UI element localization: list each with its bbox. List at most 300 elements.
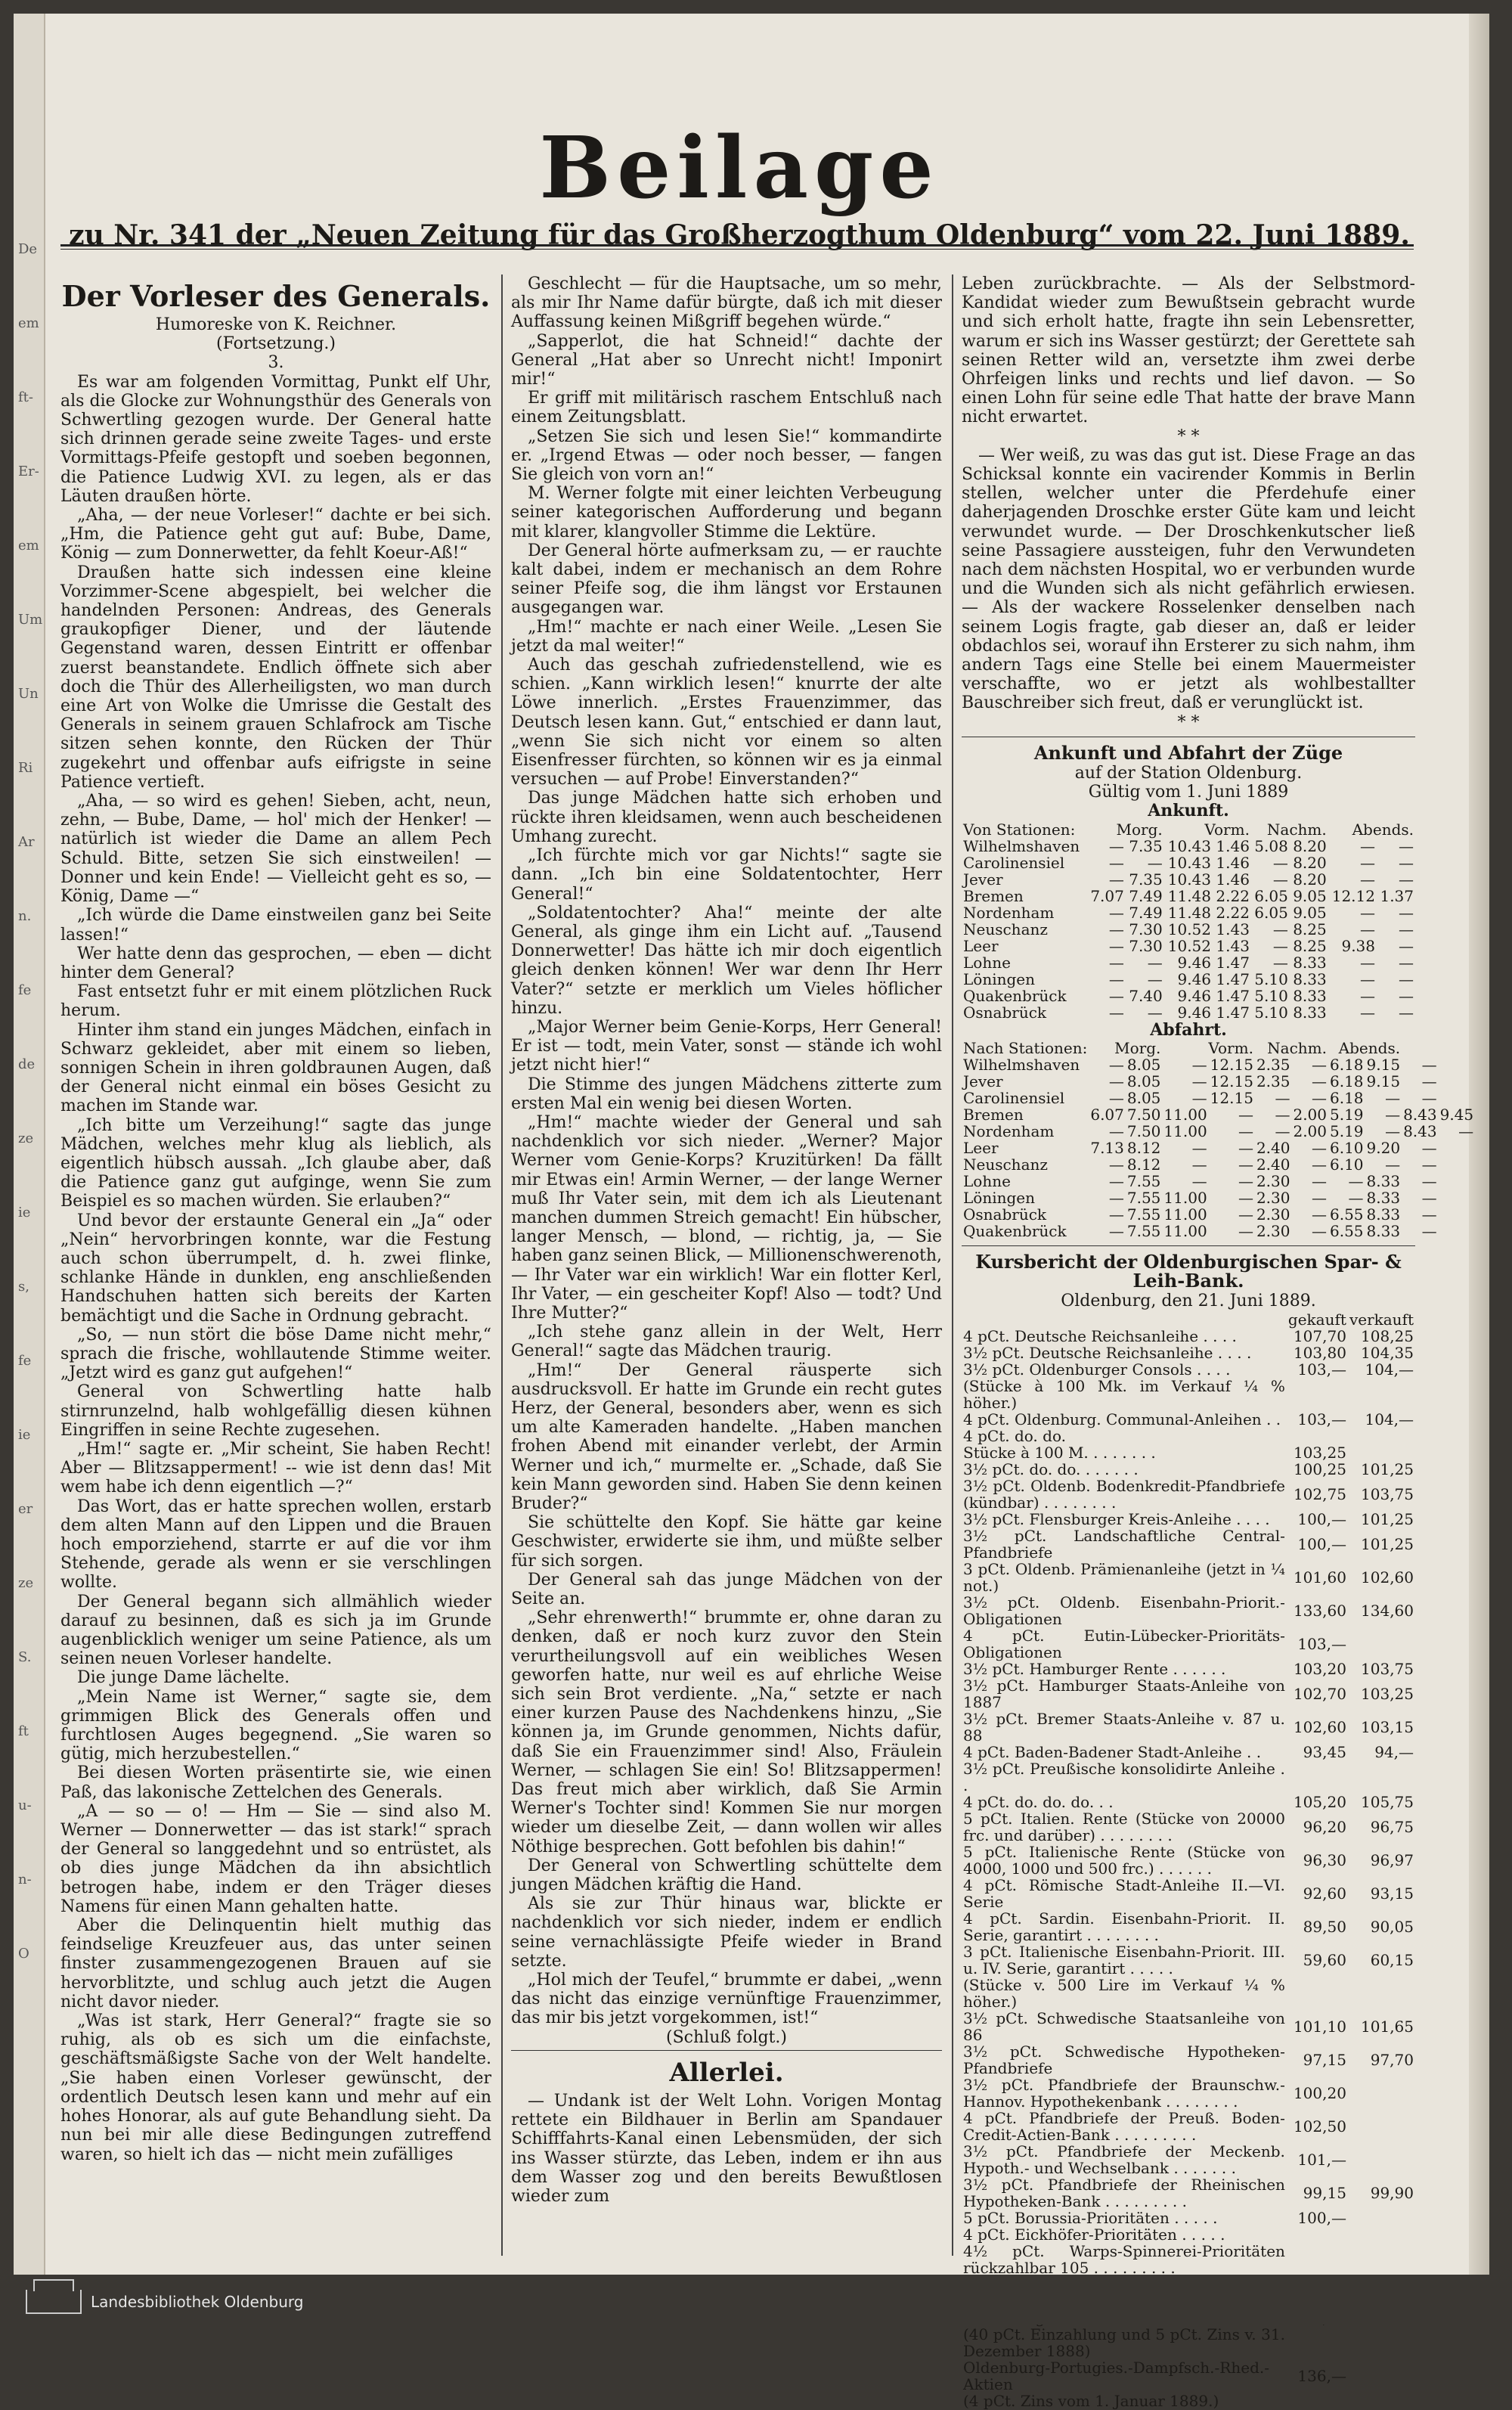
edge-fragment: S. xyxy=(18,1649,32,1665)
table-row xyxy=(962,1594,1415,1627)
table-cell xyxy=(1348,1428,1415,1444)
table-cell: — xyxy=(1312,1221,1327,1240)
table-row xyxy=(962,2226,1415,2243)
table-cell: 3 pCt. Italienische Eisenbahn-Priorit. III. u. IV. Serie, garantirt . . . . . xyxy=(963,1942,1285,1977)
table-row xyxy=(962,1056,1475,1073)
table-cell: 6.18 xyxy=(1330,1055,1364,1074)
table-cell: 7.55 xyxy=(1126,1171,1161,1190)
table-header: Vorm. xyxy=(1208,1038,1253,1057)
table-cell: 9.46 xyxy=(1177,969,1212,988)
table-cell: — xyxy=(1108,936,1124,955)
table-row xyxy=(962,2393,1415,2409)
table-cell: 97,70 xyxy=(1370,2050,1414,2069)
story-paragraph: Auch das geschah zufriedenstellend, wie es schien. „Kann wirklich lesen!“ knurrte der alte Löwe innerlich. „Erstes Frauenzimmer, das Deutsch lesen kann. Gut,“ entschied er dann laut, „wenn Sie sich nicht vor einem so alten Eisenfresser fürchten, so können wir es ja einmal versuchen — auf Probe! Einverstanden?“ xyxy=(511,656,942,789)
table-row xyxy=(962,2176,1415,2210)
story-paragraph: Das junge Mädchen hatte sich erhoben und rückte ihren kleidsamen, wenn auch bescheidenen Umhang zurecht. xyxy=(511,789,942,846)
table-cell: 100,— xyxy=(1297,1509,1346,1528)
allerlei-item-2: — Wer weiß, zu was das gut ist. Diese Frage an das Schicksal konnte ein vacirender Kommis in Berlin stellen, welcher unter die Pferdehufe einer daherjagenden Droschke erster Güte kam und leicht verwundet wurde. — Der Droschkenkutscher ließ seine Passagiere aussteigen, fuhr den Verwundeten nach dem nächsten Hospital, wo er verbunden wurde und die Wunden sich als nicht gefährlich erwiesen. — Als der wackere Rosselenker denselben nach seinem Logis fragte, gab dieser an, daß er leider obdachlos sei, worauf ihn Ersterer zu sich nahm, ihm andern Tags eine Stelle bei einem Mauermeister verschaffte, wo er jetzt als wohlbestallter Bauschreiber sich freut, daß er verunglückt ist. xyxy=(962,445,1415,713)
table-row xyxy=(962,971,1415,988)
table-cell: — xyxy=(1421,1055,1437,1074)
table-cell: — xyxy=(1360,969,1375,988)
table-row xyxy=(962,1528,1415,1561)
edge-fragment: Um xyxy=(18,612,43,628)
table-cell: 8.33 xyxy=(1293,969,1327,988)
table-cell: (40 pCt. Einzahlung und 5 pCt. Zins v. 31. Dezember 1888) xyxy=(963,2325,1285,2360)
table-row xyxy=(962,1677,1415,1711)
table-row xyxy=(962,871,1415,888)
table-cell: Quakenbrück xyxy=(963,986,1067,1005)
table-cell: Löningen xyxy=(963,1188,1035,1207)
table-cell: 1.43 xyxy=(1216,920,1250,938)
table-cell: Leer xyxy=(963,936,999,955)
story-column-2 xyxy=(511,274,942,2206)
table-cell: 101,65 xyxy=(1361,2017,1414,2036)
table-cell: 6.10 xyxy=(1330,1155,1364,1174)
table-cell: 4 pCt. do. do. do. . . xyxy=(963,1792,1114,1811)
story-paragraph: Draußen hatte sich indessen eine kleine Vorzimmer-Scene abgespielt, bei welcher die handelnden Personen: Andreas, des Generals graukopfiger Diener, und der läutende Gegenstand waren, dessen Eintritt er offenbar zuerst beanstandete. Endlich öffnete sich aber doch die Thür des Allerheiligsten, wo man durch eine Art von Wolke die Umrisse die Gestalt des Generals in seinem grauen Schlafrock am Tische sitzen sehen konnte, den Rücken der Thür zugekehrt und offenbar aufs eifrigste in seine Patience vertieft. xyxy=(60,563,491,792)
story-paragraph: Das Wort, das er hatte sprechen wollen, erstarb dem alten Mann auf den Lippen und die Brauen hoch emporziehend, starrte er auf die vor ihm Stehende, gerade als wenn er sie verschlingen wollte. xyxy=(60,1497,491,1593)
table-row xyxy=(962,1910,1415,1943)
table-cell: 5.10 xyxy=(1254,1003,1288,1022)
table-row xyxy=(962,1156,1475,1173)
table-cell: 3½ pCt. Pfandbriefe der Braunschw.-Hannov. Hypothekenbank . . . . . . . . xyxy=(963,2075,1285,2111)
table-cell: 3½ pCt. Schwedische Hypotheken-Pfandbriefe xyxy=(963,2042,1285,2077)
table-row xyxy=(962,1361,1415,1378)
story-paragraph: „Hm!“ machte wieder der General und sah nachdenklich vor sich nieder. „Werner? Major Werner vom Genie-Korps? Kruzitürken! Da fällt mir Etwas ein! Armin Werner, — der lange Werner muß Ihr Vater sein, mit dem ich als Lieutenant manchen dummen Streich gemacht! Ein hübscher, langer Mensch, — blond, — richtig, ja, — Sie haben ganz seinen Blick, — Millionenschwerenoth, — Ihr Vater war ein wirklich! War ein flotter Kerl, Ihr Vater, — ein gescheiter Kopf! Also — todt? Und Ihre Mutter?“ xyxy=(511,1112,942,1323)
story-paragraph: Der General begann sich allmählich wieder darauf zu besinnen, daß es sich ja im Grunde augenblicklich weniger um seine Patience, als um seinen neuen Vorleser handelte. xyxy=(60,1592,491,1669)
table-cell: 3½ pCt. Pfandbriefe der Rheinischen Hypotheken-Bank . . . . . . . . . xyxy=(963,2175,1285,2210)
table-cell: — xyxy=(1399,903,1414,922)
table-cell: — xyxy=(1399,853,1414,872)
allerlei-item-1-cont: Leben zurückbrachte. — Als der Selbstmord-Kandidat wieder zum Bewußtsein gebracht wurde und sich erholt hatte, fragte ihn sein Lebensretter, warum er sich ins Wasser gestürzt; der Gerettete sah seinen Retter wild an, versetzte ihm zwei derbe Ohrfeigen links und rechts und lief davon. — So einen Lohn für seine edle That hatte der brave Mann nicht erwartet. xyxy=(962,274,1415,427)
table-cell: 8.20 xyxy=(1293,870,1327,889)
table-cell: 5 pCt. Italien. Rente (Stücke von 20000 frc. und darüber) . . . . . . . . xyxy=(963,1809,1285,1844)
table-cell: — xyxy=(1385,1088,1401,1107)
table-cell: 7.49 xyxy=(1129,903,1163,922)
table-cell: 6.55 xyxy=(1330,1221,1364,1240)
table-cell: 3½ pCt. Schwedische Staatsanleihe von 86 xyxy=(963,2008,1285,2044)
table-cell: 102,50 xyxy=(1293,2117,1346,2136)
table-row xyxy=(962,2326,1415,2359)
table-cell xyxy=(1348,2243,1415,2276)
story-paragraph: „Hm!“ machte er nach einer Weile. „Lesen Sie jetzt da mal weiter!“ xyxy=(511,617,942,656)
table-cell: 7.30 xyxy=(1129,920,1163,938)
table-cell: 94,— xyxy=(1374,1742,1414,1761)
story-paragraph: Der General von Schwertling schüttelte dem jungen Mädchen kräftig die Hand. xyxy=(511,1856,942,1895)
table-header: Morg. xyxy=(1114,1038,1161,1057)
table-cell: 107,70 xyxy=(1293,1326,1346,1345)
library-footer xyxy=(0,2278,1512,2325)
table-cell: — xyxy=(1312,1171,1327,1190)
table-row xyxy=(962,855,1415,871)
edge-fragment: O xyxy=(18,1946,29,1962)
table-cell: Wilhelmshaven xyxy=(963,836,1080,855)
table-cell: 6.18 xyxy=(1330,1088,1364,1107)
table-cell: Lohne xyxy=(963,953,1011,972)
table-cell: — xyxy=(1108,853,1124,872)
story-paragraph: „Major Werner beim Genie-Korps, Herr General! Er ist — todt, mein Vater, sonst — stände ich wohl jetzt nicht hier!“ xyxy=(511,1017,942,1075)
table-cell: 8.05 xyxy=(1126,1088,1161,1107)
table-row xyxy=(962,1223,1475,1239)
table-cell: 11.48 xyxy=(1167,903,1212,922)
table-row xyxy=(962,1561,1415,1594)
story-paragraph: Als sie zur Thür hinaus war, blickte er nachdenklich vor sich nieder, indem er endlich seine vernachlässigte Pfeife wieder in Brand setzte. xyxy=(511,1894,942,1971)
edge-fragment: em xyxy=(18,538,39,554)
masthead-subtitle: zu Nr. 341 der „Neuen Zeitung für das Großherzogthum Oldenburg“ vom 22. Juni 1889. xyxy=(69,219,1410,251)
table-row xyxy=(962,1511,1415,1528)
table-cell: 4½ pCt. Warps-Spinnerei-Prioritäten rückzahlbar 105 . . . . . . . . . xyxy=(963,2241,1285,2277)
table-cell: Wilhelmshaven xyxy=(963,1055,1080,1074)
table-cell: — xyxy=(1360,920,1375,938)
table-row xyxy=(962,938,1415,954)
table-cell: 7.50 xyxy=(1126,1105,1161,1124)
story-paragraph: „Ich würde die Dame einstweilen ganz bei Seite lassen!“ xyxy=(60,906,491,944)
table-cell: 3½ pCt. Deutsche Reichsanleihe . . . . xyxy=(963,1343,1252,1362)
table-cell: 3½ pCt. Preußische konsolidirte Anleihe . . xyxy=(963,1759,1285,1794)
departure-heading: Abfahrt. xyxy=(1150,1019,1227,1040)
table-cell: Oldenburg-Portugies.-Dampfsch.-Rhed.-Aktien xyxy=(963,2358,1269,2393)
table-cell: 11.00 xyxy=(1163,1205,1207,1224)
story-paragraph: „Ich bitte um Verzeihung!“ sagte das junge Mädchen, welches mehr klug als lieblich, als eigentlich hübsch aussah. „Ich glaube aber, daß die Patience ganz gut aufginge, wenn Sie zum Beispiel es so machen würden. Sie erlauben?“ xyxy=(60,1115,491,1211)
table-cell: 103,75 xyxy=(1361,1484,1414,1503)
story-chapter: 3. xyxy=(268,353,284,373)
table-cell: 2.40 xyxy=(1256,1155,1290,1174)
table-cell: 9.46 xyxy=(1177,1003,1212,1022)
table-cell: — xyxy=(1385,1155,1401,1174)
table-cell xyxy=(1287,2393,1348,2409)
table-cell: — xyxy=(1238,1121,1253,1140)
table-cell: 2.00 xyxy=(1293,1121,1327,1140)
edge-fragment: ft- xyxy=(18,389,33,405)
table-cell: — xyxy=(1312,1138,1327,1157)
table-cell: 11.00 xyxy=(1163,1221,1207,1240)
table-row xyxy=(962,2077,1415,2110)
table-row xyxy=(962,1090,1475,1106)
story-title: Der Vorleser des Generals. xyxy=(61,279,491,313)
table-cell: 103,15 xyxy=(1361,1717,1414,1736)
table-cell: — xyxy=(1272,936,1288,955)
table-cell: — xyxy=(1360,903,1375,922)
table-cell: 99,15 xyxy=(1303,2183,1346,2202)
table-cell: — xyxy=(1385,1105,1401,1124)
table-cell: 1.46 xyxy=(1216,853,1250,872)
table-cell: 103,— xyxy=(1297,1410,1346,1428)
table-row xyxy=(962,2143,1415,2176)
table-row xyxy=(962,1073,1475,1090)
table-cell: 8.43 xyxy=(1403,1121,1437,1140)
table-cell: — xyxy=(1108,969,1124,988)
table-cell: 105,20 xyxy=(1293,1792,1346,1811)
table-cell: 136,— xyxy=(1297,2366,1346,2385)
table-cell: — xyxy=(1108,953,1124,972)
table-cell: 103,20 xyxy=(1293,1659,1346,1678)
table-cell: Löningen xyxy=(963,969,1035,988)
table-cell xyxy=(1287,1760,1348,1794)
table-header: Abends. xyxy=(1338,1038,1401,1057)
table-cell: — xyxy=(1399,836,1414,855)
table-header: Nachm. xyxy=(1266,820,1327,839)
table-row xyxy=(962,2243,1415,2276)
table-cell: — xyxy=(1399,920,1414,938)
table-cell: — xyxy=(1108,1055,1124,1074)
table-cell: 93,45 xyxy=(1303,1742,1346,1761)
table-cell: 6.10 xyxy=(1330,1138,1364,1157)
story-paragraph: „Ich stehe ganz allein in der Welt, Herr General!“ sagte das Mädchen traurig. xyxy=(511,1323,942,1361)
table-row xyxy=(962,838,1415,855)
table-cell: Stücke à 100 M. . . . . . . . xyxy=(963,1443,1156,1462)
edge-fragment: de xyxy=(18,1056,36,1072)
table-row xyxy=(962,2043,1415,2077)
table-cell xyxy=(1348,2110,1415,2143)
edge-fragment: em xyxy=(18,315,39,331)
column-3 xyxy=(962,274,1474,2410)
edge-fragment: n- xyxy=(18,1872,32,1887)
table-cell: 7.55 xyxy=(1126,1205,1161,1224)
table-cell: 103,25 xyxy=(1361,1684,1414,1703)
previous-page-edge xyxy=(14,14,45,2275)
story-paragraph: Sie schüttelte den Kopf. Sie hätte gar keine Geschwister, erwiderte sie ihm, und müßte selber für sich sorgen. xyxy=(511,1513,942,1571)
story-paragraph: Bei diesen Worten präsentirte sie, wie einen Paß, das lakonische Zettelchen des Generals. xyxy=(60,1763,491,1802)
table-cell: 4 pCt. do. do. xyxy=(963,1426,1066,1445)
table-cell: 9.46 xyxy=(1177,953,1212,972)
table-cell xyxy=(1348,1378,1415,1411)
table-cell xyxy=(1348,1977,1415,2010)
masthead-rule xyxy=(60,244,1414,247)
table-row xyxy=(962,1123,1475,1140)
table-cell: — xyxy=(1147,953,1163,972)
story-paragraph: M. Werner folgte mit einer leichten Verbeugung seiner kategorischen Aufforderung und begann mit klarer, klangvoller Stimme die Lektüre. xyxy=(511,484,942,541)
allerlei-item-1: — Undank ist der Welt Lohn. Vorigen Montag rettete ein Bildhauer in Berlin am Spandauer Schifffahrts-Kanal einen Lebensmüden, der sich ins Wasser stürzte, das Leben, indem er ihn aus dem Wasser zog und den bereits Bewußtlosen wieder zum xyxy=(511,2091,942,2206)
table-row xyxy=(962,1478,1415,1511)
table-cell: 1.46 xyxy=(1216,870,1250,889)
column-rule xyxy=(952,274,953,2256)
table-cell: — xyxy=(1238,1221,1253,1240)
table-cell: 90,05 xyxy=(1370,1917,1414,1936)
table-cell: — xyxy=(1348,1188,1364,1207)
table-cell: — xyxy=(1238,1138,1253,1157)
train-schedule-title: Ankunft und Abfahrt der Züge xyxy=(1033,741,1343,764)
table-cell: 3½ pCt. do. do. . . . . . . xyxy=(963,1459,1139,1478)
table-cell: 3½ pCt. Pfandbriefe der Meckenb. Hypoth.- und Wechselbank . . . . . . . xyxy=(963,2142,1285,2177)
table-row xyxy=(962,1943,1415,1977)
edge-fragment: fe xyxy=(18,982,32,998)
table-cell: 6.05 xyxy=(1254,903,1288,922)
table-cell: 8.33 xyxy=(1366,1171,1401,1190)
table-cell xyxy=(1348,1444,1415,1461)
story-paragraph: Er griff mit militärisch raschem Entschluß nach einem Zeitungsblatt. xyxy=(511,389,942,427)
table-cell: 102,60 xyxy=(1361,1568,1414,1587)
table-row xyxy=(962,888,1415,904)
table-cell: 96,75 xyxy=(1370,1817,1414,1836)
table-cell: 2.00 xyxy=(1293,1105,1327,1124)
edge-fragment: Ar xyxy=(18,834,35,850)
table-cell: 11.00 xyxy=(1163,1121,1207,1140)
table-cell: 8.05 xyxy=(1126,1055,1161,1074)
table-cell: 7.40 xyxy=(1129,986,1163,1005)
table-row xyxy=(962,1977,1415,2010)
table-cell: — xyxy=(1191,1088,1207,1107)
table-row xyxy=(962,1173,1475,1189)
arrival-table xyxy=(962,821,1415,1021)
edge-fragment: Un xyxy=(18,686,39,702)
table-cell: Jever xyxy=(963,870,1003,889)
table-cell: 8.25 xyxy=(1293,920,1327,938)
table-cell: 102,70 xyxy=(1293,1684,1346,1703)
table-cell: — xyxy=(1108,1205,1124,1224)
table-cell: — xyxy=(1108,1188,1124,1207)
table-row xyxy=(962,1711,1415,1744)
table-cell: — xyxy=(1385,1121,1401,1140)
table-cell: 1.47 xyxy=(1216,969,1250,988)
table-cell: — xyxy=(1399,953,1414,972)
kurs-table xyxy=(962,1311,1415,2409)
story-paragraph: „Sehr ehrenwerth!“ brummte er, ohne daran zu denken, daß er noch kurz zuvor den Stein verurtheilungsvoll auf ein weibliches Wesen geworfen hatte, nur weil es auf ehrliche Weise sich sein Brot verdiente. „Na,“ setzte er nach einer kurzen Pause des Nachdenkens hinzu, „Sie können ja, im Grunde genommen, Nichts dafür, daß Sie ein Frauenzimmer sind! Also, Fräulein Werner, — schlagen Sie ein! So! Blitzsappermen! Das freut mich aber wirklich, daß Sie Armin Werner's Tochter sind! Kommen Sie nur morgen wieder um dieselbe Zeit, — dann wollen wir alles Nöthige besprechen. Gott befohlen bis dahin!“ xyxy=(511,1608,942,1856)
table-header: Abends. xyxy=(1352,820,1414,839)
table-cell: Osnabrück xyxy=(963,1003,1047,1022)
table-cell: 103,— xyxy=(1297,1360,1346,1379)
table-cell: 100,25 xyxy=(1293,1459,1346,1478)
table-cell: 4 pCt. Oldenburg. Communal-Anleihen . . xyxy=(963,1410,1281,1428)
table-row xyxy=(962,954,1415,971)
table-cell: Neuschanz xyxy=(963,920,1048,938)
table-cell: 5 pCt. Italienische Rente (Stücke von 4000, 1000 und 500 frc.) . . . . . . xyxy=(963,1842,1285,1878)
table-cell: — xyxy=(1108,920,1124,938)
table-header: Von Stationen: xyxy=(963,820,1076,839)
table-cell: 8.05 xyxy=(1126,1072,1161,1090)
table-row xyxy=(962,921,1415,938)
table-cell: — xyxy=(1360,853,1375,872)
table-cell: 3½ pCt. Hamburger Rente . . . . . . xyxy=(963,1659,1226,1678)
edge-fragment: Er- xyxy=(18,464,39,479)
table-cell: — xyxy=(1399,936,1414,955)
table-cell xyxy=(1348,2326,1415,2359)
table-cell: — xyxy=(1238,1171,1253,1190)
table-cell: — xyxy=(1272,920,1288,938)
table-cell: Bremen xyxy=(963,1105,1024,1124)
table-cell: 104,35 xyxy=(1361,1343,1414,1362)
table-cell: — xyxy=(1399,1003,1414,1022)
table-cell: 8.12 xyxy=(1126,1155,1161,1174)
table-cell: — xyxy=(1238,1155,1253,1174)
table-cell: — xyxy=(1147,1003,1163,1022)
table-header xyxy=(962,1311,1287,1328)
table-cell: 3½ pCt. Flensburger Kreis-Anleihe . . . . xyxy=(963,1509,1270,1528)
table-cell: Bremen xyxy=(963,886,1024,905)
story-continuation: (Fortsetzung.) xyxy=(216,334,336,354)
story-paragraph: Der General hörte aufmerksam zu, — er rauchte kalt dabei, indem er mechanisch an dem Rohre seiner Pfeife sog, die ihm längst vor Erstaunen ausgegangen war. xyxy=(511,541,942,618)
table-cell: (Stücke à 100 Mk. im Verkauf ¼ % höher.) xyxy=(963,1376,1285,1412)
table-cell: 10.43 xyxy=(1167,870,1212,889)
table-cell: Quakenbrück xyxy=(963,1221,1067,1240)
table-cell: 7.35 xyxy=(1129,870,1163,889)
table-cell: — xyxy=(1312,1088,1327,1107)
story-paragraph: Die junge Dame lächelte. xyxy=(77,1668,290,1688)
table-cell: 5.10 xyxy=(1254,969,1288,988)
story-paragraph: „Aha, — der neue Vorleser!“ dachte er bei sich. „Hm, die Patience geht gut auf: Bube, Dame, König — zum Donnerwetter, da fehlt Koeur-Aß!“ xyxy=(60,506,491,563)
table-row xyxy=(962,1810,1415,1844)
table-cell: Carolinensiel xyxy=(963,1088,1065,1107)
table-cell xyxy=(1348,2226,1415,2243)
table-cell: — xyxy=(1238,1205,1253,1224)
table-cell: — xyxy=(1108,1171,1124,1190)
table-row xyxy=(962,2010,1415,2043)
story-paragraph: General von Schwertling hatte halb stirnrunzelnd, halb wohlgefällig diesen kühnen Eingriffen in seine Rechte zugesehen. xyxy=(60,1382,491,1440)
edge-fragment: er xyxy=(18,1501,33,1517)
table-cell: — xyxy=(1108,986,1124,1005)
table-cell: 4 pCt. Baden-Badener Stadt-Anleihe . . xyxy=(963,1742,1262,1761)
table-cell: 4 pCt. Sardin. Eisenbahn-Priorit. II. Serie, garantirt . . . . . . . . xyxy=(963,1909,1285,1944)
table-cell: 8.33 xyxy=(1293,1003,1327,1022)
table-cell: Neuschanz xyxy=(963,1155,1048,1174)
table-cell: 6.05 xyxy=(1254,886,1288,905)
table-cell: 1.47 xyxy=(1216,1003,1250,1022)
table-row xyxy=(962,1004,1415,1021)
table-cell xyxy=(1348,1627,1415,1661)
edge-fragment: ze xyxy=(18,1575,34,1591)
table-cell: Osnabrück xyxy=(963,1205,1047,1224)
edge-fragment: u- xyxy=(18,1797,32,1813)
table-cell: 102,60 xyxy=(1293,1717,1346,1736)
table-cell: 102,75 xyxy=(1293,1484,1346,1503)
story-paragraph: Aber die Delinquentin hielt muthig das feindselige Kreuzfeuer aus, das unter seinen finster zusammengezogenen Brauen auf sie hervorblitzte, und schlug auch jetzt die Augen nicht davor nieder. xyxy=(60,1916,491,2011)
table-cell: 101,10 xyxy=(1293,2017,1346,2036)
table-row xyxy=(962,2110,1415,2143)
table-cell: 7.55 xyxy=(1126,1221,1161,1240)
table-cell: 2.30 xyxy=(1256,1205,1290,1224)
table-cell: Nordenham xyxy=(963,903,1055,922)
table-cell: — xyxy=(1147,969,1163,988)
table-cell: 7.55 xyxy=(1126,1188,1161,1207)
table-cell xyxy=(1287,2226,1348,2243)
table-cell: 8.25 xyxy=(1293,936,1327,955)
table-cell: — xyxy=(1360,953,1375,972)
story-paragraph: „Sapperlot, die hat Schneid!“ dachte der General „Hat aber so Unrecht nicht! Imponirt mir!“ xyxy=(511,331,942,389)
table-cell: Leer xyxy=(963,1138,999,1157)
table-cell: 5.10 xyxy=(1254,986,1288,1005)
table-cell xyxy=(1287,2243,1348,2276)
table-cell: 4 pCt. Römische Stadt-Anleihe II.—VI. Serie xyxy=(963,1875,1285,1911)
table-cell: — xyxy=(1108,1003,1124,1022)
masthead-title: Beilage xyxy=(539,119,940,218)
table-cell: 60,15 xyxy=(1370,1950,1414,1969)
table-cell: — xyxy=(1421,1072,1437,1090)
table-cell: 10.52 xyxy=(1167,920,1212,938)
table-cell: 1.37 xyxy=(1380,886,1414,905)
table-cell: 92,60 xyxy=(1303,1884,1346,1903)
allerlei-title: Allerlei. xyxy=(669,2057,784,2088)
table-cell: 3½ pCt. Oldenb. Bodenkredit-Pfandbriefe (kündbar) . . . . . . . . xyxy=(963,1476,1285,1512)
table-cell: 11.48 xyxy=(1167,886,1212,905)
table-cell: — xyxy=(1191,1055,1207,1074)
table-cell: 9.20 xyxy=(1366,1138,1401,1157)
table-row xyxy=(962,1378,1415,1411)
table-cell: — xyxy=(1108,903,1124,922)
table-cell xyxy=(1348,2359,1415,2393)
table-cell: 104,— xyxy=(1365,1410,1414,1428)
table-cell: 1.47 xyxy=(1216,953,1250,972)
story-paragraph: „A — so — o! — Hm — Sie — sind also M. Werner — Donnerwetter — das ist stark!“ sprach der General so langgedehnt und so entrüstet, als ob dies junge Mädchen da ihn absichtlich betrogen habe, indem er den Träger dieses Namens für einen Mann gehalten hatte. xyxy=(60,1801,491,1916)
table-row xyxy=(962,1444,1415,1461)
table-cell: 8.33 xyxy=(1293,953,1327,972)
story-paragraph: „So, — nun stört die böse Dame nicht mehr,“ sprach die frische, wohllautende Stimme weiter. „Jetzt wird es ganz gut aufgehen!“ xyxy=(60,1325,491,1383)
table-cell: — xyxy=(1108,1121,1124,1140)
edge-fragment: ie xyxy=(18,1427,31,1443)
table-cell: 8.20 xyxy=(1293,836,1327,855)
table-row xyxy=(962,1328,1415,1345)
table-cell: — xyxy=(1421,1221,1437,1240)
table-row xyxy=(962,1627,1415,1661)
table-cell: 1.46 xyxy=(1216,836,1250,855)
